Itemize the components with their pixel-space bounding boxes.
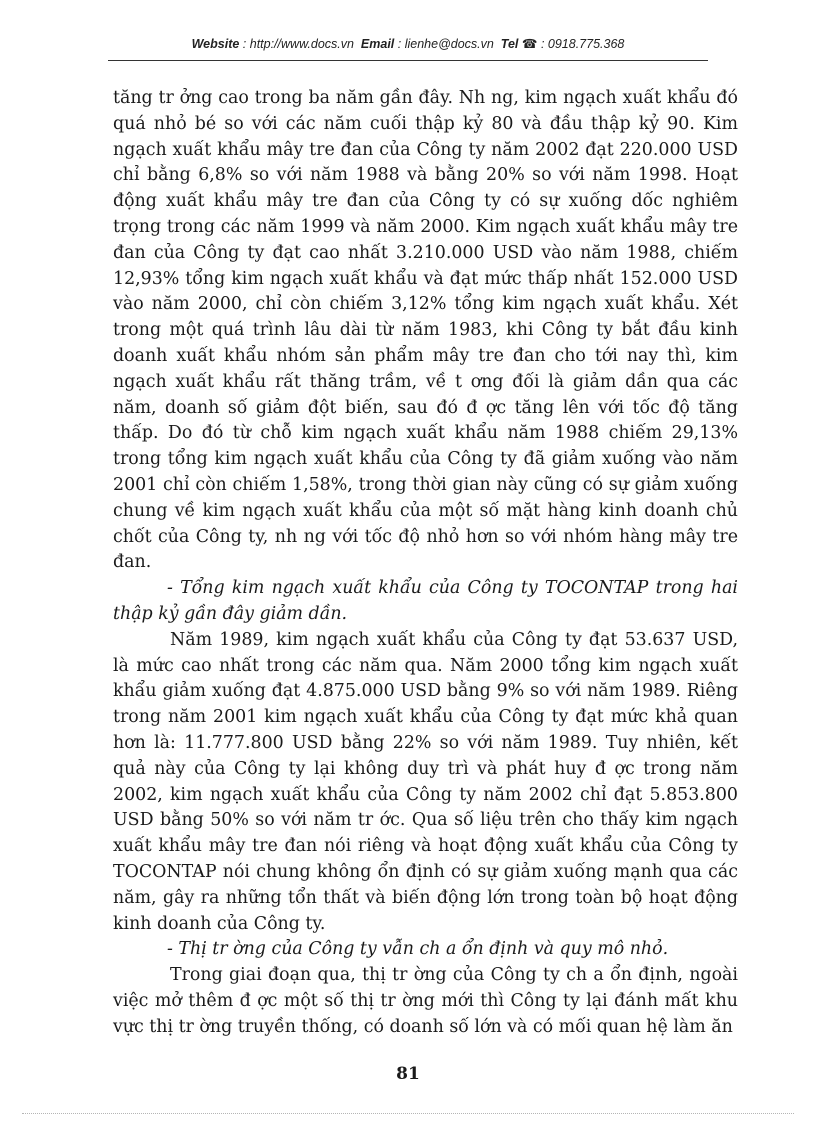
document-body — [113, 86, 738, 1040]
page-header — [108, 36, 708, 51]
tel-value: : 0918.775.368 — [540, 37, 625, 51]
tel-label: Tel — [500, 37, 519, 51]
email-value: : lienhe@docs.vn — [397, 37, 494, 51]
page-bottom-divider — [22, 1113, 794, 1114]
email-label: Email — [360, 37, 395, 51]
section-heading: - Tổng kim ngạch xuất khẩu của Công ty TOCONTAP trong hai thập kỷ gần đây giảm dần. — [113, 578, 738, 624]
paragraph: Năm 1989, kim ngạch xuất khẩu của Công ty đạt 53.637 USD, là mức cao nhất trong các năm qua. Năm 2000 tổng kim ngạch xuất khẩu giảm xuống đạt 4.875.000 USD bằng 9% so với năm 1989. Riêng trong năm 2001 kim ngạch xuất khẩu của Công ty đạt mức khả quan hơn là: 11.777.800 USD bằng 22% so với năm 1989. Tuy nhiên, kết quả này của Công ty lại không duy trì và phát huy đ ợc trong năm 2002, kim ngạch xuất khẩu của Công ty năm 2002 chỉ đạt 5.853.800 USD bằng 50% so với năm tr ớc. Qua số liệu trên cho thấy kim ngạch xuất khẩu mây tre đan nói riêng và hoạt động xuất khẩu của Công ty TOCONTAP nói chung không ổn định có sự giảm xuống mạnh qua các năm, gây ra những tổn thất và biến động lớn trong toàn bộ hoạt động kinh doanh của Công ty. — [113, 629, 738, 934]
phone-icon: ☎ — [521, 37, 538, 51]
section-heading: - Thị tr ờng của Công ty vẫn ch a ổn định và quy mô nhỏ. — [167, 939, 669, 960]
header-divider — [108, 60, 708, 61]
page-number: 81 — [396, 1064, 420, 1084]
paragraph: Trong giai đoạn qua, thị tr ờng của Công ty ch a ổn định, ngoài việc mở thêm đ ợc một số thị tr ờng mới thì Công ty lại đánh mất khu vực thị tr ờng truyền thống, có doanh số lớn và có mối quan hệ làm ăn — [113, 965, 738, 1037]
paragraph: tăng tr ởng cao trong ba năm gần đây. Nh ng, kim ngạch xuất khẩu đó quá nhỏ bé so với các năm cuối thập kỷ 80 và đầu thập kỷ 90. Kim ngạch xuất khẩu mây tre đan của Công ty năm 2002 đạt 220.000 USD chỉ bằng 6,8% so với năm 1988 và bằng 20% so với năm 1998. Hoạt động xuất khẩu mây tre đan của Công ty có sự xuống dốc nghiêm trọng trong các năm 1999 và năm 2000. Kim ngạch xuất khẩu mây tre đan của Công ty đạt cao nhất 3.210.000 USD vào năm 1988, chiếm 12,93% tổng kim ngạch xuất khẩu và đạt mức thấp nhất 152.000 USD vào năm 2000, chỉ còn chiếm 3,12% tổng kim ngạch xuất khẩu. Xét trong một quá trình lâu dài từ năm 1983, khi Công ty bắt đầu kinh doanh xuất khẩu nhóm sản phẩm mây tre đan cho tới nay thì, kim ngạch xuất khẩu rất thăng trầm, về t ơng đối là giảm dần qua các năm, doanh số giảm đột biến, sau đó đ ợc tăng lên với tốc độ tăng thấp. Do đó từ chỗ kim ngạch xuất khẩu năm 1988 chiếm 29,13% trong tổng kim ngạch xuất khẩu của Công ty đã giảm xuống vào năm 2001 chỉ còn chiếm 1,58%, trong thời gian này cũng có sự giảm xuống chung về kim ngạch xuất khẩu của một số mặt hàng kinh doanh chủ chốt của Công ty, nh ng với tốc độ nhỏ hơn so với nhóm hàng mây tre đan. — [113, 88, 738, 573]
website-label: Website — [191, 37, 240, 51]
website-value: : http://www.docs.vn — [242, 37, 354, 51]
